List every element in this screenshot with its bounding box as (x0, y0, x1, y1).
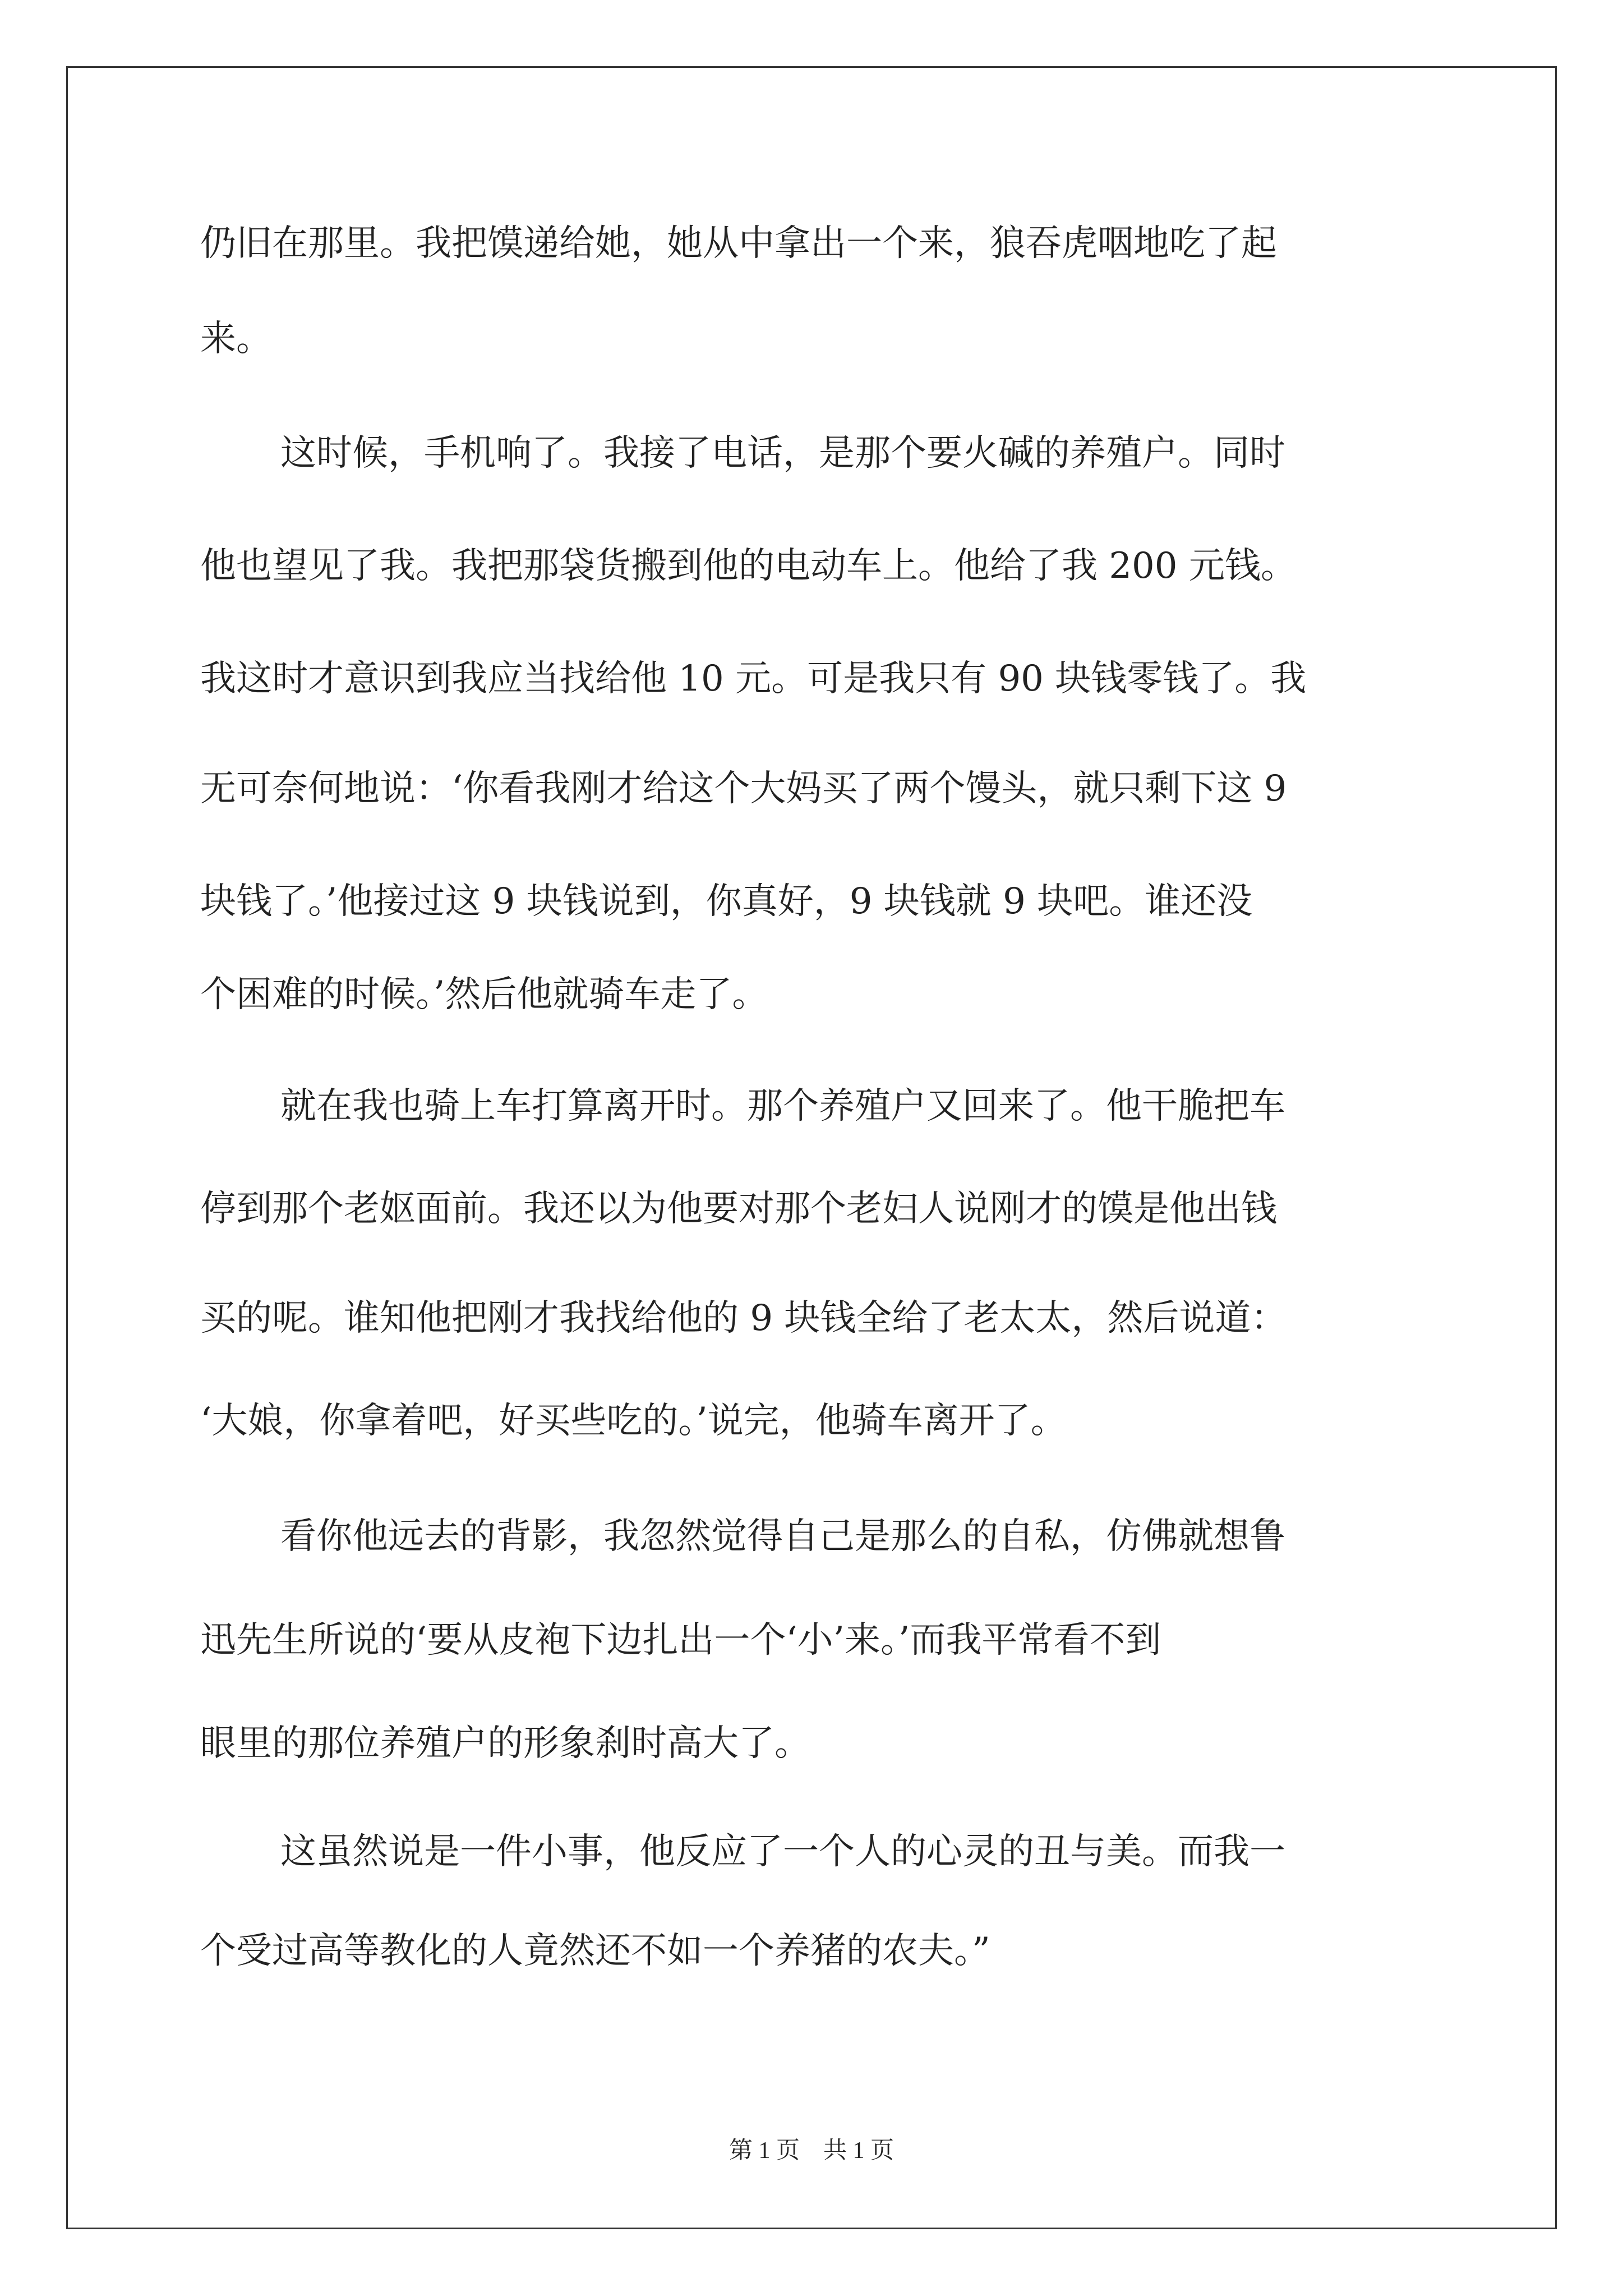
text-line: 仍旧在那里。我把馍递给她，她从中拿出一个来，狼吞虎咽地吃了起 (200, 223, 1277, 264)
page-border (66, 66, 1557, 2229)
paragraph-first-line: 这虽然说是一件小事，他反应了一个人的心灵的丑与美。而我一 (280, 1831, 1285, 1872)
text-line: 无可奈何地说：‘你看我刚才给这个大妈买了两个馒头，就只剩下这 9 (200, 768, 1287, 809)
text-line: 停到那个老妪面前。我还以为他要对那个老妇人说刚才的馍是他出钱 (200, 1188, 1277, 1230)
text-line: 个受过高等教化的人竟然还不如一个养猪的农夫。” (200, 1930, 990, 1972)
text-line: ‘大娘，你拿着吧，好买些吃的。’说完，他骑车离开了。 (200, 1400, 1067, 1442)
text-line: 我这时才意识到我应当找给他 10 元。可是我只有 90 块钱零钱了。我 (200, 658, 1307, 700)
text-line: 块钱了。’他接过这 9 块钱说到，你真好，9 块钱就 9 块吧。谁还没 (200, 881, 1253, 922)
paragraph-first-line: 这时候，手机响了。我接了电话，是那个要火碱的养殖户。同时 (280, 432, 1285, 474)
paragraph-first-line: 就在我也骑上车打算离开时。那个养殖户又回来了。他干脆把车 (280, 1085, 1285, 1127)
text-line: 个困难的时候。’然后他就骑车走了。 (200, 974, 768, 1015)
text-line: 买的呢。谁知他把刚才我找给他的 9 块钱全给了老太太，然后说道： (200, 1297, 1287, 1339)
text-line: 他也望见了我。我把那袋货搬到他的电动车上。他给了我 200 元钱。 (200, 545, 1297, 587)
text-line: 迅先生所说的‘要从皮袍下边扎出一个‘小’来。’而我平常看不到 (200, 1619, 1161, 1661)
text-line: 眼里的那位养殖户的形象刹时高大了。 (200, 1723, 810, 1764)
paragraph-first-line: 看你他远去的背影，我忽然觉得自己是那么的自私，仿佛就想鲁 (280, 1516, 1285, 1557)
page-number-footer: 第 1 页 共 1 页 (728, 2138, 894, 2164)
text-line: 来。 (200, 318, 272, 360)
